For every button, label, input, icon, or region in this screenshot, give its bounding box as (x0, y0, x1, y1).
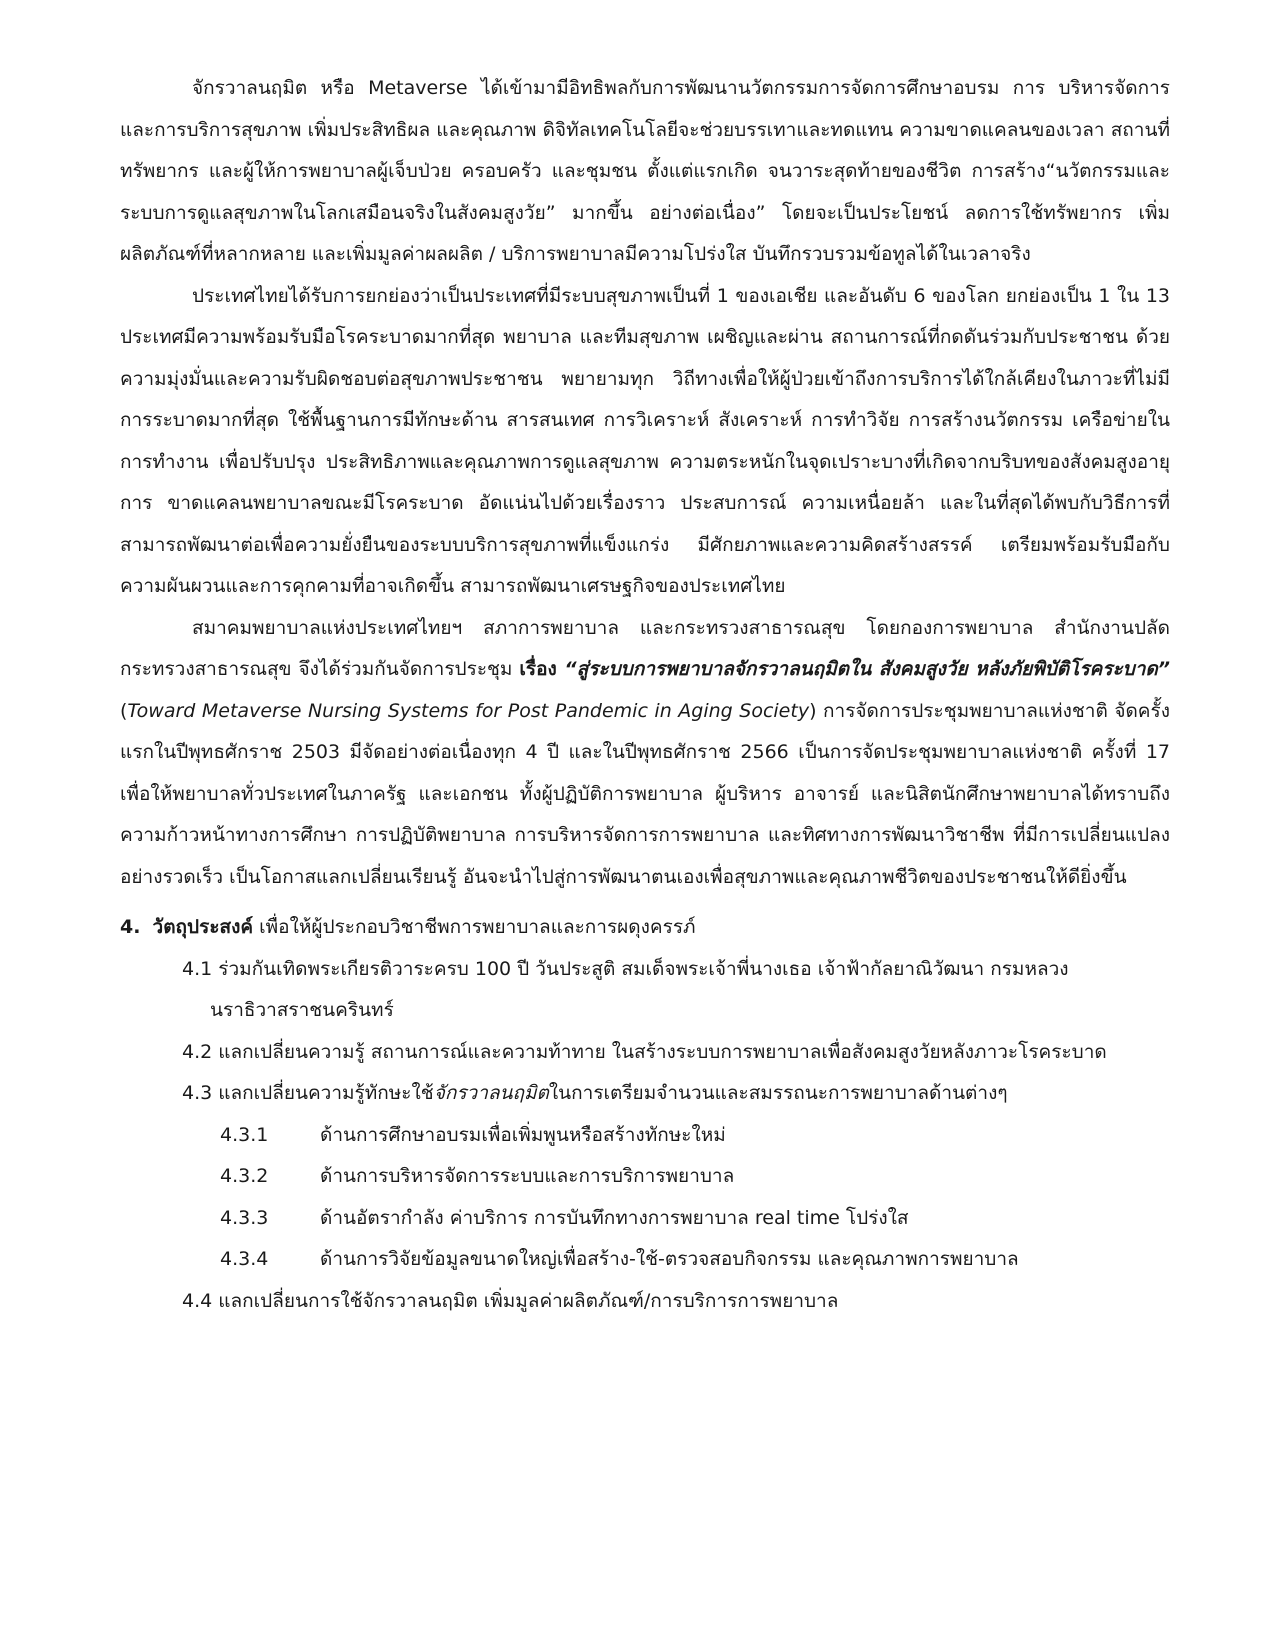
objective-4-3-pre: 4.3 แลกเปลี่ยนความรู้ทักษะใช้ (182, 1082, 434, 1104)
sub-objective-number: 4.3.4 (220, 1248, 269, 1270)
sub-objective-text: ด้านอัตรากำลัง ค่าบริการ การบันทึกทางการพยาบาล real time โปร่งใส (320, 1206, 909, 1229)
paragraph-thailand-health: ประเทศไทยได้รับการยกย่องว่าเป็นประเทศที่มีระบบสุขภาพเป็นที่ 1 ของเอเชีย และอันดับ 6 ของโลก ยกย่องเป็น 1 ใน 13 ประเทศมีความพร้อมรับมือโรคระบาดมากที่สุด พยาบาล และทีมสุขภาพ เผชิญและผ่าน สถานการณ์ที่กดดันร่วมกับประชาชน ด้วยความมุ่งมั่นและความรับผิดชอบต่อสุขภาพประชาชน พยายามทุก วิถีทางเพื่อให้ผู้ป่วยเข้าถึงการบริการได้ใกล้เคียงในภาวะที่ไม่มีการระบาดมากที่สุด ใช้พื้นฐานการมีทักษะด้าน สารสนเทศ การวิเคราะห์ สังเคราะห์ การทำวิจัย การสร้างนวัตกรรม เครือข่ายในการทำงาน เพื่อปรับปรุง ประสิทธิภาพและคุณภาพการดูแลสุขภาพ ความตระหนักในจุดเปราะบางที่เกิดจากบริบทของสังคมสูงอายุ การ ขาดแคลนพยาบาลขณะมีโรคระบาด อัดแน่นไปด้วยเรื่องราว ประสบการณ์ ความเหนื่อยล้า และในที่สุดได้พบกับวิธีการที่สามารถพัฒนาต่อเพื่อความยั่งยืนของระบบบริการสุขภาพที่แข็งแกร่ง มีศักยภาพและความคิดสร้างสรรค์ เตรียมพร้อมรับมือกับความผันผวนและการคุกคามที่อาจเกิดขึ้น สามารถพัฒนาเศรษฐกิจของประเทศไทย (120, 284, 1170, 597)
conference-topic-thai: “สู่ระบบการพยาบาลจักรวาลนฤมิตใน สังคมสูงวัย หลังภัยพิบัติโรคระบาด” (564, 658, 1170, 680)
section-4-title: วัตถุประสงค์ (152, 916, 254, 938)
sub-objective-text: ด้านการวิจัยข้อมูลขนาดใหญ่เพื่อสร้าง-ใช้-ตรวจสอบกิจกรรม และคุณภาพการพยาบาล (320, 1248, 1019, 1270)
paragraph-conference (120, 608, 1170, 899)
document-page (120, 68, 1170, 1322)
sub-objective-4-3-3 (220, 1198, 1170, 1240)
conference-topic-english: Toward Metaverse Nursing Systems for Post Pandemic in Aging Society (127, 699, 810, 722)
objective-4-3-post: ในการเตรียมจำนวนและสมรรถนะการพยาบาลด้านต่างๆ (548, 1082, 1008, 1104)
objective-4-3-italic: จักรวาลนฤมิต (433, 1082, 549, 1104)
sub-objective-number: 4.3.1 (220, 1123, 269, 1146)
objective-4-1 (182, 949, 1170, 1032)
section-4-intro: เพื่อให้ผู้ประกอบวิชาชีพการพยาบาลและการผดุงครรภ์ (253, 916, 696, 938)
objective-4-4: 4.4 แลกเปลี่ยนการใช้จักรวาลนฤมิต เพิ่มมูลค่าผลิตภัณฑ์/การบริการการพยาบาล (182, 1289, 839, 1312)
sub-objective-number: 4.3.3 (220, 1206, 269, 1229)
english-paren-open: ( (120, 699, 128, 722)
paragraph-metaverse-intro: จักรวาลนฤมิต หรือ Metaverse ได้เข้ามามีอิทธิพลกับการพัฒนานวัตกรรมการจัดการศึกษาอบรม การ บริหารจัดการ และการบริการสุขภาพ เพิ่มประสิทธิผล และคุณภาพ ดิจิทัลเทคโนโลยีจะช่วยบรรเทาและทดแทน ความขาดแคลนของเวลา สถานที่ ทรัพยากร และผู้ให้การพยาบาลผู้เจ็บป่วย ครอบครัว และชุมชน ตั้งแต่แรกเกิด จนวาระสุดท้ายของชีวิต การสร้าง“นวัตกรรมและระบบการดูแลสุขภาพในโลกเสมือนจริงในสังคมสูงวัย” มากขึ้น อย่างต่อเนื่อง” โดยจะเป็นประโยชน์ ลดการใช้ทรัพยากร เพิ่มผลิตภัณฑ์ที่หลากหลาย และเพิ่มมูลค่าผลผลิต / บริการพยาบาลมีความโปร่งใส บันทึกรวบรวมข้อทูลได้ในเวลาจริง (120, 77, 1170, 265)
objective-4-2: 4.2 แลกเปลี่ยนความรู้ สถานการณ์และความท้าทาย ในสร้างระบบการพยาบาลเพื่อสังคมสูงวัยหลังภาวะโรคระบาด (182, 1040, 1107, 1063)
topic-label: เรื่อง (519, 658, 565, 680)
section-4-number: 4. (120, 916, 141, 938)
sub-objective-text: ด้านการศึกษาอบรมเพื่อเพิ่มพูนหรือสร้างทักษะใหม่ (320, 1123, 726, 1146)
sub-objective-number: 4.3.2 (220, 1165, 269, 1187)
sub-objective-text: ด้านการบริหารจัดการระบบและการบริการพยาบาล (320, 1165, 735, 1187)
conference-intro-text: สมาคมพยาบาลแห่งประเทศไทยฯ สภาการพยาบาล และกระทรวงสาธารณสุข โดยกองการพยาบาล สำนักงานปลัดกระทรวงสาธารณสุข จึงได้ร่วมกันจัดการประชุม (120, 616, 1170, 680)
sub-objective-4-3-1 (220, 1115, 1170, 1157)
section-4-heading (120, 907, 1170, 949)
sub-objective-4-3-2 (220, 1156, 1170, 1198)
objective-4-1-line2: นราธิวาสราชนครินทร์ (210, 999, 394, 1021)
objective-4-1-line1: 4.1 ร่วมกันเทิดพระเกียรติวาระครบ 100 ปี วันประสูติ สมเด็จพระเจ้าพี่นางเธอ เจ้าฟ้ากัลยาณิวัฒนา กรมหลวง (182, 957, 1069, 980)
sub-objective-4-3-4 (220, 1239, 1170, 1281)
objective-4-3 (182, 1073, 1170, 1115)
conference-details-text: ) การจัดการประชุมพยาบาลแห่งชาติ จัดครั้งแรกในปีพุทธศักราช 2503 มีจัดอย่างต่อเนื่องทุก 4 ปี และในปีพุทธศักราช 2566 เป็นการจัดประชุมพยาบาลแห่งชาติ ครั้งที่ 17 เพื่อให้พยาบาลทั่วประเทศในภาครัฐ และเอกชน ทั้งผู้ปฏิบัติการพยาบาล ผู้บริหาร อาจารย์ และนิสิตนักศึกษาพยาบาลได้ทราบถึงความก้าวหน้าทางการศึกษา การปฏิบัติพยาบาล การบริหารจัดการการพยาบาล และทิศทางการพัฒนาวิชาชีพ ที่มีการเปลี่ยนแปลงอย่างรวดเร็ว เป็นโอกาสแลกเปลี่ยนเรียนรู้ อันจะนำไปสู่การพัฒนาตนเองเพื่อสุขภาพและคุณภาพชีวิตของประชาชนให้ดียิ่งขึ้น (120, 699, 1170, 888)
